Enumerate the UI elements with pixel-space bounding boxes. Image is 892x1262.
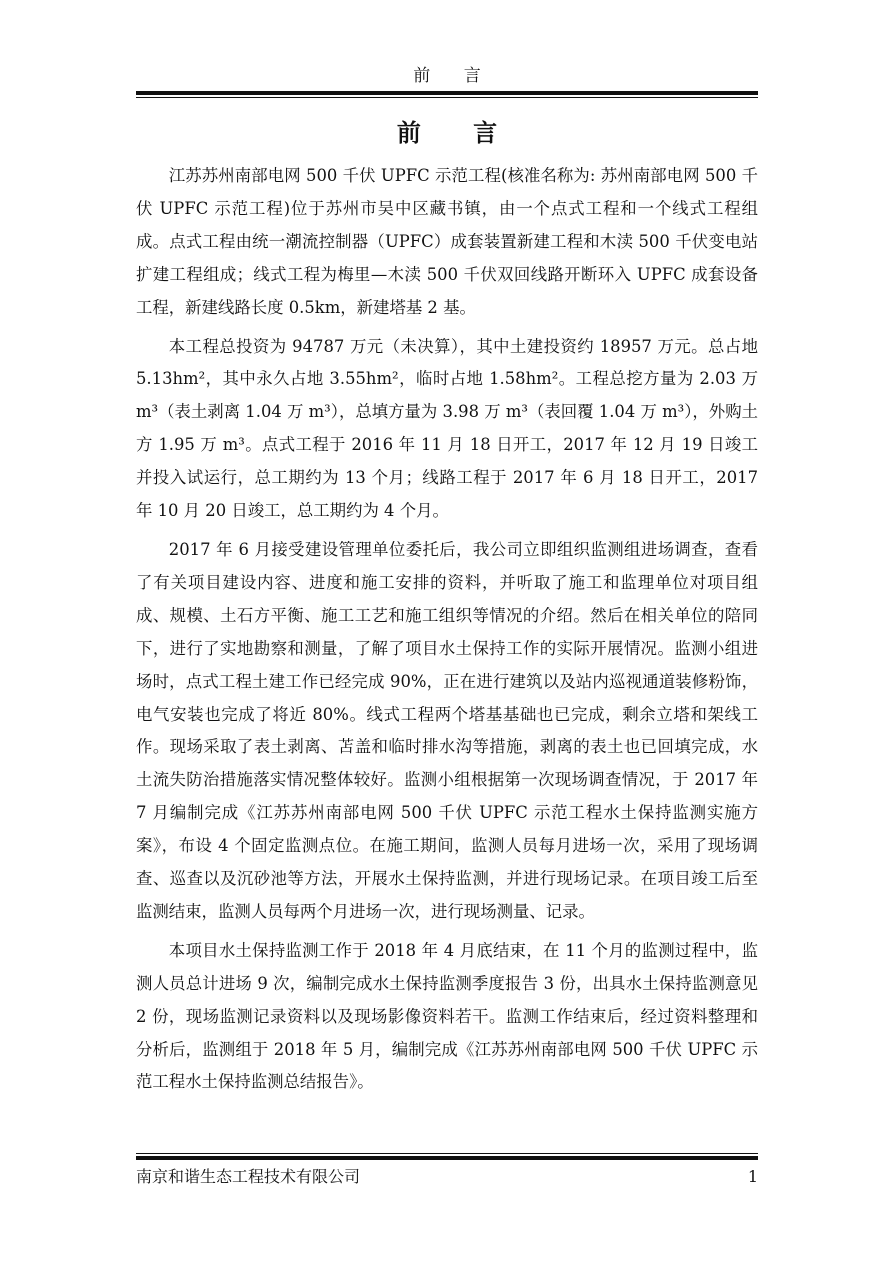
- header-rule-thick: [136, 91, 758, 95]
- footer-rule-thick: [136, 1156, 758, 1160]
- footer-company-name: 南京和谐生态工程技术有限公司: [136, 1167, 361, 1186]
- paragraph-monitoring-process: 2017 年 6 月接受建设管理单位委托后，我公司立即组织监测组进场调查，查看了有关项目建设内容、进度和施工安排的资料，并听取了施工和监理单位对项目组成、规模、土石方平衡、施工工艺和施工组织等情况的介绍。然后在相关单位的陪同下，进行了实地勘察和测量，了解了项目水土保持工作的实际开展情况。监测小组进场时，点式工程土建工作已经完成 90%，正在进行建筑以及站内巡视通道装修粉饰，电气安装也完成了将近 80%。线式工程两个塔基基础也已完成，剩余立塔和架线工作。现场采取了表土剥离、苫盖和临时排水沟等措施，剥离的表土也已回填完成，水土流失防治措施落实情况整体较好。监测小组根据第一次现场调查情况，于 2017 年 7 月编制完成《江苏苏州南部电网 500 千伏 UPFC 示范工程水土保持监测实施方案》，布设 4 个固定监测点位。在施工期间，监测人员每月进场一次，采用了现场调查、巡查以及沉砂池等方法，开展水土保持监测，并进行现场记录。在项目竣工后至监测结束，监测人员每两个月进场一次，进行现场测量、记录。: [136, 539, 758, 921]
- header-rule-thin: [136, 97, 758, 98]
- running-header-title: 前 言: [413, 66, 495, 86]
- paragraph-project-overview: 江苏苏州南部电网 500 千伏 UPFC 示范工程(核准名称为: 苏州南部电网 500 千伏 UPFC 示范工程)位于苏州市吴中区藏书镇，由一个点式工程和一个线式工程组成。点式工程由统一潮流控制器（UPFC）成套装置新建工程和木渎 500 千伏变电站扩建工程组成；线式工程为梅里—木渎 500 千伏双回线路开断环入 UPFC 成套设备工程，新建线路长度 0.5km，新建塔基 2 基。: [136, 166, 758, 317]
- page-title: 前 言: [396, 118, 520, 147]
- document-body: [136, 160, 758, 1105]
- paragraph-monitoring-summary: 本项目水土保持监测工作于 2018 年 4 月底结束，在 11 个月的监测过程中，监测人员总计进场 9 次，编制完成水土保持监测季度报告 3 份，出具水土保持监测意见 2 份，现场监测记录资料以及现场影像资料若干。监测工作结束后，经过资料整理和分析后，监测组于 2018 年 5 月，编制完成《江苏苏州南部电网 500 千伏 UPFC 示范工程水土保持监测总结报告》。: [136, 940, 758, 1092]
- page-number: 1: [747, 1167, 758, 1186]
- footer-rule-thin: [136, 1153, 758, 1154]
- paragraph-investment: 本工程总投资为 94787 万元（未决算），其中土建投资约 18957 万元。总占地 5.13hm²，其中永久占地 3.55hm²，临时占地 1.58hm²。工程总挖方量为 2.03 万 m³（表土剥离 1.04 万 m³），总填方量为 3.98 万 m³（表回覆 1.04 万 m³），外购土方 1.95 万 m³。点式工程于 2016 年 11 月 18 日开工，2017 年 12 月 19 日竣工并投入试运行，总工期约为 13 个月；线路工程于 2017 年 6 月 18 日开工，2017 年 10 月 20 日竣工，总工期约为 4 个月。: [136, 336, 758, 521]
